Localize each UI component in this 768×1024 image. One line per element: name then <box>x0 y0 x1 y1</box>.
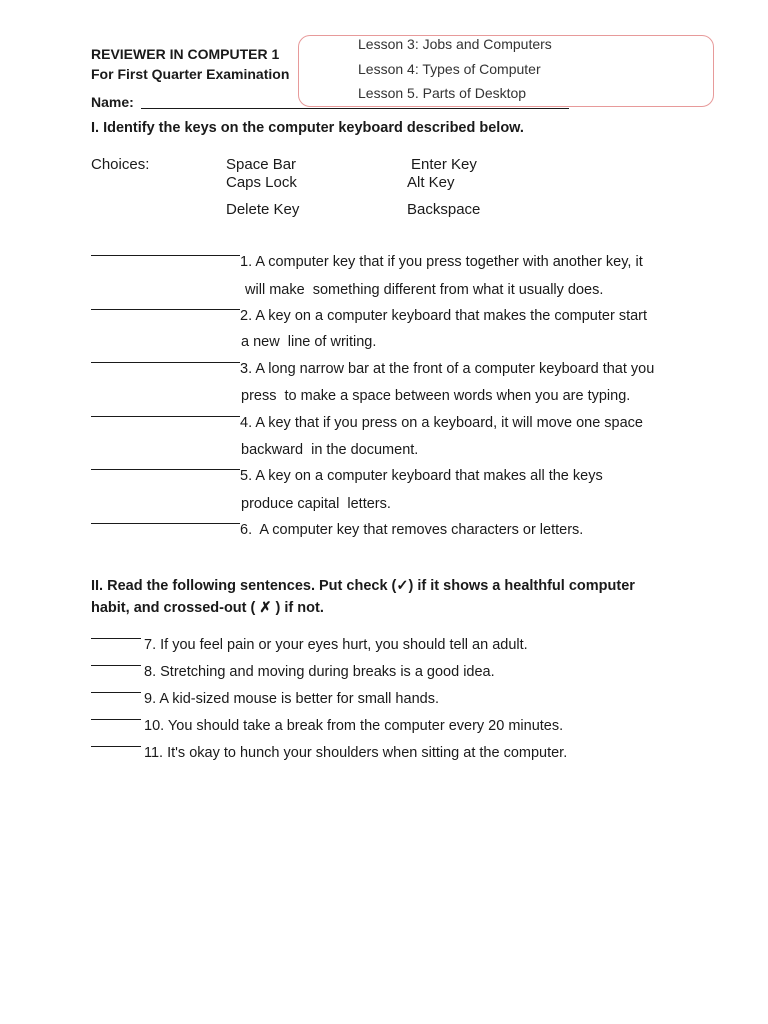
section2-title-cont: habit, and crossed-out ( ✗ ) if not. <box>91 600 324 616</box>
question-text-cont: will make something different from what it usually does. <box>241 282 604 298</box>
answer-blank[interactable] <box>91 746 141 747</box>
choice-item: Caps Lock <box>226 174 297 191</box>
section1-title: I. Identify the keys on the computer keyboard described below. <box>91 120 524 136</box>
lesson-item: Lesson 3: Jobs and Computers <box>358 36 552 52</box>
choice-item: Backspace <box>407 201 481 218</box>
name-label: Name: <box>91 94 134 110</box>
question-text: 1. A computer key that if you press together with another key, it <box>240 254 643 270</box>
answer-blank[interactable] <box>91 692 141 693</box>
choice-item: Space Bar <box>226 156 297 173</box>
answer-blank[interactable] <box>91 362 240 363</box>
answer-blank[interactable] <box>91 469 240 470</box>
name-blank-line <box>141 108 569 109</box>
question-text: 5. A key on a computer keyboard that makes all the keys <box>240 468 603 484</box>
question-text-cont: a new line of writing. <box>241 334 377 350</box>
answer-blank[interactable] <box>91 523 240 524</box>
question-text: 3. A long narrow bar at the front of a computer keyboard that you <box>240 361 655 377</box>
question-text: 6. A computer key that removes characters or letters. <box>240 522 584 538</box>
answer-blank[interactable] <box>91 719 141 720</box>
answer-blank[interactable] <box>91 309 240 310</box>
question-text: 4. A key that if you press on a keyboard, it will move one space <box>240 415 643 431</box>
choice-item: Alt Key <box>407 174 455 191</box>
page-subtitle: For First Quarter Examination <box>91 66 290 82</box>
question-text-cont: press to make a space between words when you are typing. <box>241 388 631 404</box>
answer-blank[interactable] <box>91 638 141 639</box>
choice-item: Enter Key <box>411 156 477 173</box>
page-title: REVIEWER IN COMPUTER 1 <box>91 46 280 62</box>
choices-label: Choices: <box>91 156 150 173</box>
choice-item: Delete Key <box>226 201 300 218</box>
statement-text: 10. You should take a break from the computer every 20 minutes. <box>144 718 564 734</box>
question-text-cont: backward in the document. <box>241 442 419 458</box>
answer-blank[interactable] <box>91 255 240 256</box>
statement-text: 11. It's okay to hunch your shoulders when sitting at the computer. <box>144 745 568 761</box>
answer-blank[interactable] <box>91 416 240 417</box>
lesson-item: Lesson 5. Parts of Desktop <box>358 85 527 101</box>
statement-text: 8. Stretching and moving during breaks is a good idea. <box>144 664 495 680</box>
question-text-cont: produce capital letters. <box>241 496 391 512</box>
statement-text: 9. A kid-sized mouse is better for small hands. <box>144 691 439 707</box>
question-text: 2. A key on a computer keyboard that makes the computer start <box>240 308 648 324</box>
lesson-item: Lesson 4: Types of Computer <box>358 61 541 77</box>
statement-text: 7. If you feel pain or your eyes hurt, you should tell an adult. <box>144 637 528 653</box>
section2-title: II. Read the following sentences. Put check (✓) if it shows a healthful computer <box>91 578 635 594</box>
answer-blank[interactable] <box>91 665 141 666</box>
